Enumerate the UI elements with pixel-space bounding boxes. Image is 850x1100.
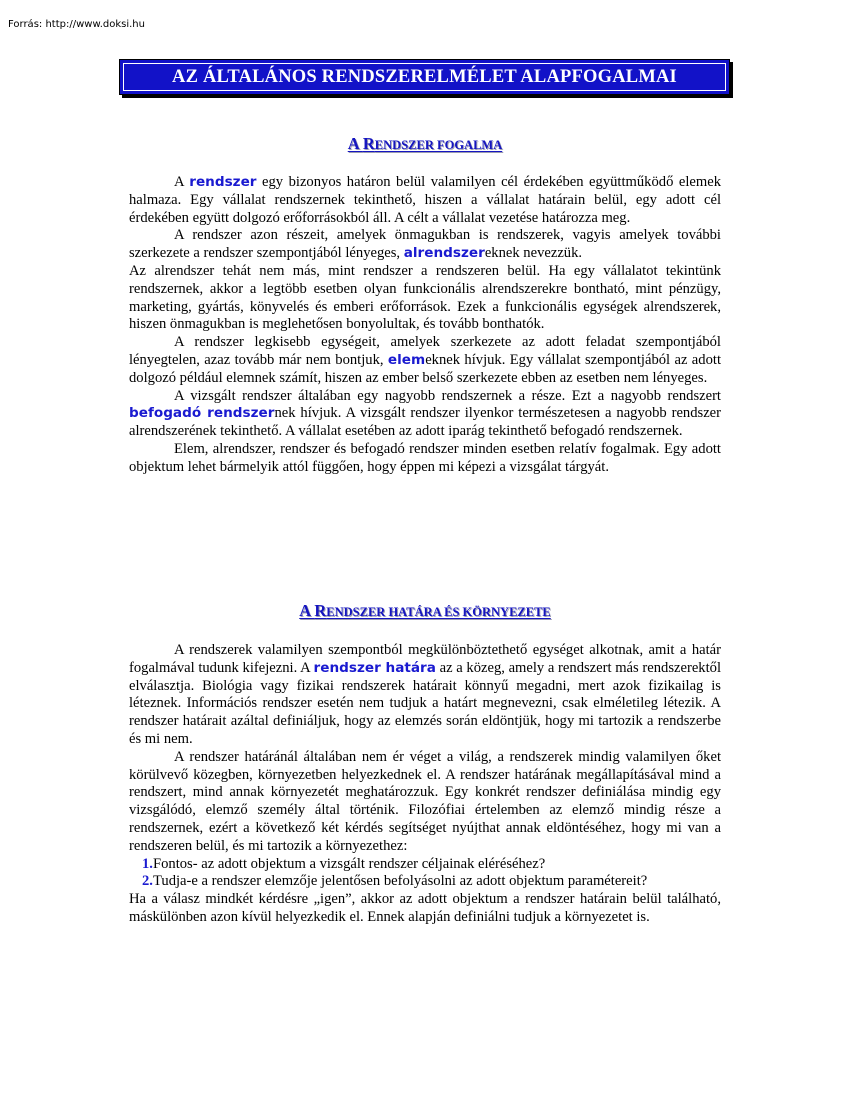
paragraph: A rendszer határánál általában nem ér véget a világ, a rendszerek mindig valamilyen őket körülvevő közegben, környezetben helyezkednek el. A rendszer határának megállapításával mind a rendszert, mind annak környezetét meghatározzuk. Egy konkrét rendszer definiálása mindig egy vizsgálódó, elemző személy által történik. Filozófiai értelemben az elemző mindig része a rendszernek, ezért a következő két kérdés segítséget nyújthat annak eldöntéséhez, hogy mi van a rendszeren belül, és mi tartozik a környezethez: — [129, 748, 721, 854]
text-run: A vizsgált rendszer általában egy nagyobb rendszernek a része. Ezt a nagyobb rendszert — [174, 387, 721, 404]
list-text: Fontos- az adott objektum a vizsgált rendszer céljainak eléréséhez? — [153, 855, 546, 872]
text-run: egy bizonyos határon belül valamilyen cél érdekében együttműködő elemek halmaza. Egy vállalat rendszernek tekinthető, hiszen a vállalat határain belül, egy adott cél érdekében együtt dolgozó erőforrásokból áll. A célt a vállalat vezetése határozza meg. — [129, 174, 722, 226]
list-item — [129, 856, 721, 874]
source-note: Forrás: http://www.doksi.hu — [8, 19, 145, 30]
keyword-elem: elem — [387, 351, 426, 368]
text-run: A — [174, 174, 190, 190]
text-run: az a közeg, amely a rendszert más rendszerektől elválasztja. Biológia vagy fizikai rendszerek határait könnyű megadni, mert azok fizikailag is léteznek. Információs rendszer esetén nem tudjuk a határt megnevezni, csak elméletileg létezik. A rendszer határait azáltal definiáljuk, hogy az elemzés során eldöntjük, hogy mi tartozik a rendszerbe és mi nem. — [129, 659, 722, 747]
question-list — [129, 856, 721, 892]
heading-rest: ENDSZER HATÁRA ÉS KÖRNYEZETE — [326, 605, 551, 619]
paragraph — [129, 227, 721, 263]
paragraph — [129, 334, 721, 387]
heading-initial: R — [314, 601, 327, 620]
list-number: 2. — [142, 873, 153, 890]
paragraph — [129, 174, 721, 227]
heading-initial: R — [362, 134, 375, 153]
section-heading-boundary — [0, 601, 850, 621]
text-run: eknek hívjuk. Egy vállalat szempontjából az adott dolgozó például elemnek számít, hiszen az ember belső szerkezete ebben az esetben nem lényeges. — [129, 351, 721, 386]
heading-prefix: A — [299, 601, 315, 620]
heading-rest: ENDSZER FOGALMA — [374, 138, 503, 152]
paragraph — [129, 642, 721, 749]
list-text: Tudja-e a rendszer elemzője jelentősen befolyásolni az adott objektum paramétereit? — [153, 873, 648, 890]
text-run: eknek nevezzük. — [484, 245, 583, 262]
section-heading-concept — [0, 134, 850, 154]
heading-prefix: A — [347, 134, 363, 153]
section-concept-body — [129, 174, 721, 477]
list-number: 1. — [142, 855, 153, 872]
paragraph: Ha a válasz mindkét kérdésre „igen”, akkor az adott objektum a rendszer határain belül található, máskülönben azon kívül helyezkedik el. Ennek alapján definiálni tudjuk a környezetet is. — [129, 891, 721, 925]
text-run: nek hívjuk. A vizsgált rendszer ilyenkor természetesen a nagyobb rendszer alrendszerének tekinthető. A vállalat esetében az adott iparág tekinthető befogadó rendszernek. — [129, 405, 722, 440]
text-run: A rendszerek valamilyen szempontból megkülönböztethető egységet alkotnak, amit a határ fogalmával tudunk kifejezni. A — [129, 642, 721, 676]
list-item — [129, 873, 721, 891]
paragraph — [129, 388, 721, 441]
text-run: A rendszer azon részeit, amelyek önmagukban is rendszerek, vagyis amelyek további szerkezete a rendszer szempontjából lényeges, — [129, 227, 721, 262]
keyword-rendszer: rendszer — [189, 174, 257, 190]
text-run: A rendszer legkisebb egységeit, amelyek szerkezete az adott feladat szempontjából lényegtelen, azaz tovább már nem bontjuk, — [129, 334, 721, 368]
document-title-banner — [119, 59, 730, 95]
paragraph: Az alrendszer tehát nem más, mint rendszer a rendszeren belül. Ha egy vállalatot tekintünk rendszernek, akkor a legtöbb esetben olyan funkcionális alrendszerekre bontható, mint pénzügy, marketing, gyártás, könyvelés és emberi erőforrások. Ezek a funkcionális egységek alrendszerek, hiszen önmagukban is meglehetősen bonyolultak, és tovább bonthatók. — [129, 262, 721, 333]
keyword-rendszer-hatara: rendszer határa — [313, 659, 436, 676]
keyword-alrendszer: alrendszer — [403, 245, 485, 262]
document-title: AZ ÁLTALÁNOS RENDSZERELMÉLET ALAPFOGALMAI — [172, 66, 677, 87]
section-boundary-body — [129, 642, 721, 927]
keyword-befogado-rendszer: befogadó rendszer — [129, 405, 275, 422]
paragraph: Elem, alrendszer, rendszer és befogadó rendszer minden esetben relatív fogalmak. Egy adott objektum lehet bármelyik attól függően, hogy éppen mi képezi a vizsgálat tárgyát. — [129, 440, 721, 475]
